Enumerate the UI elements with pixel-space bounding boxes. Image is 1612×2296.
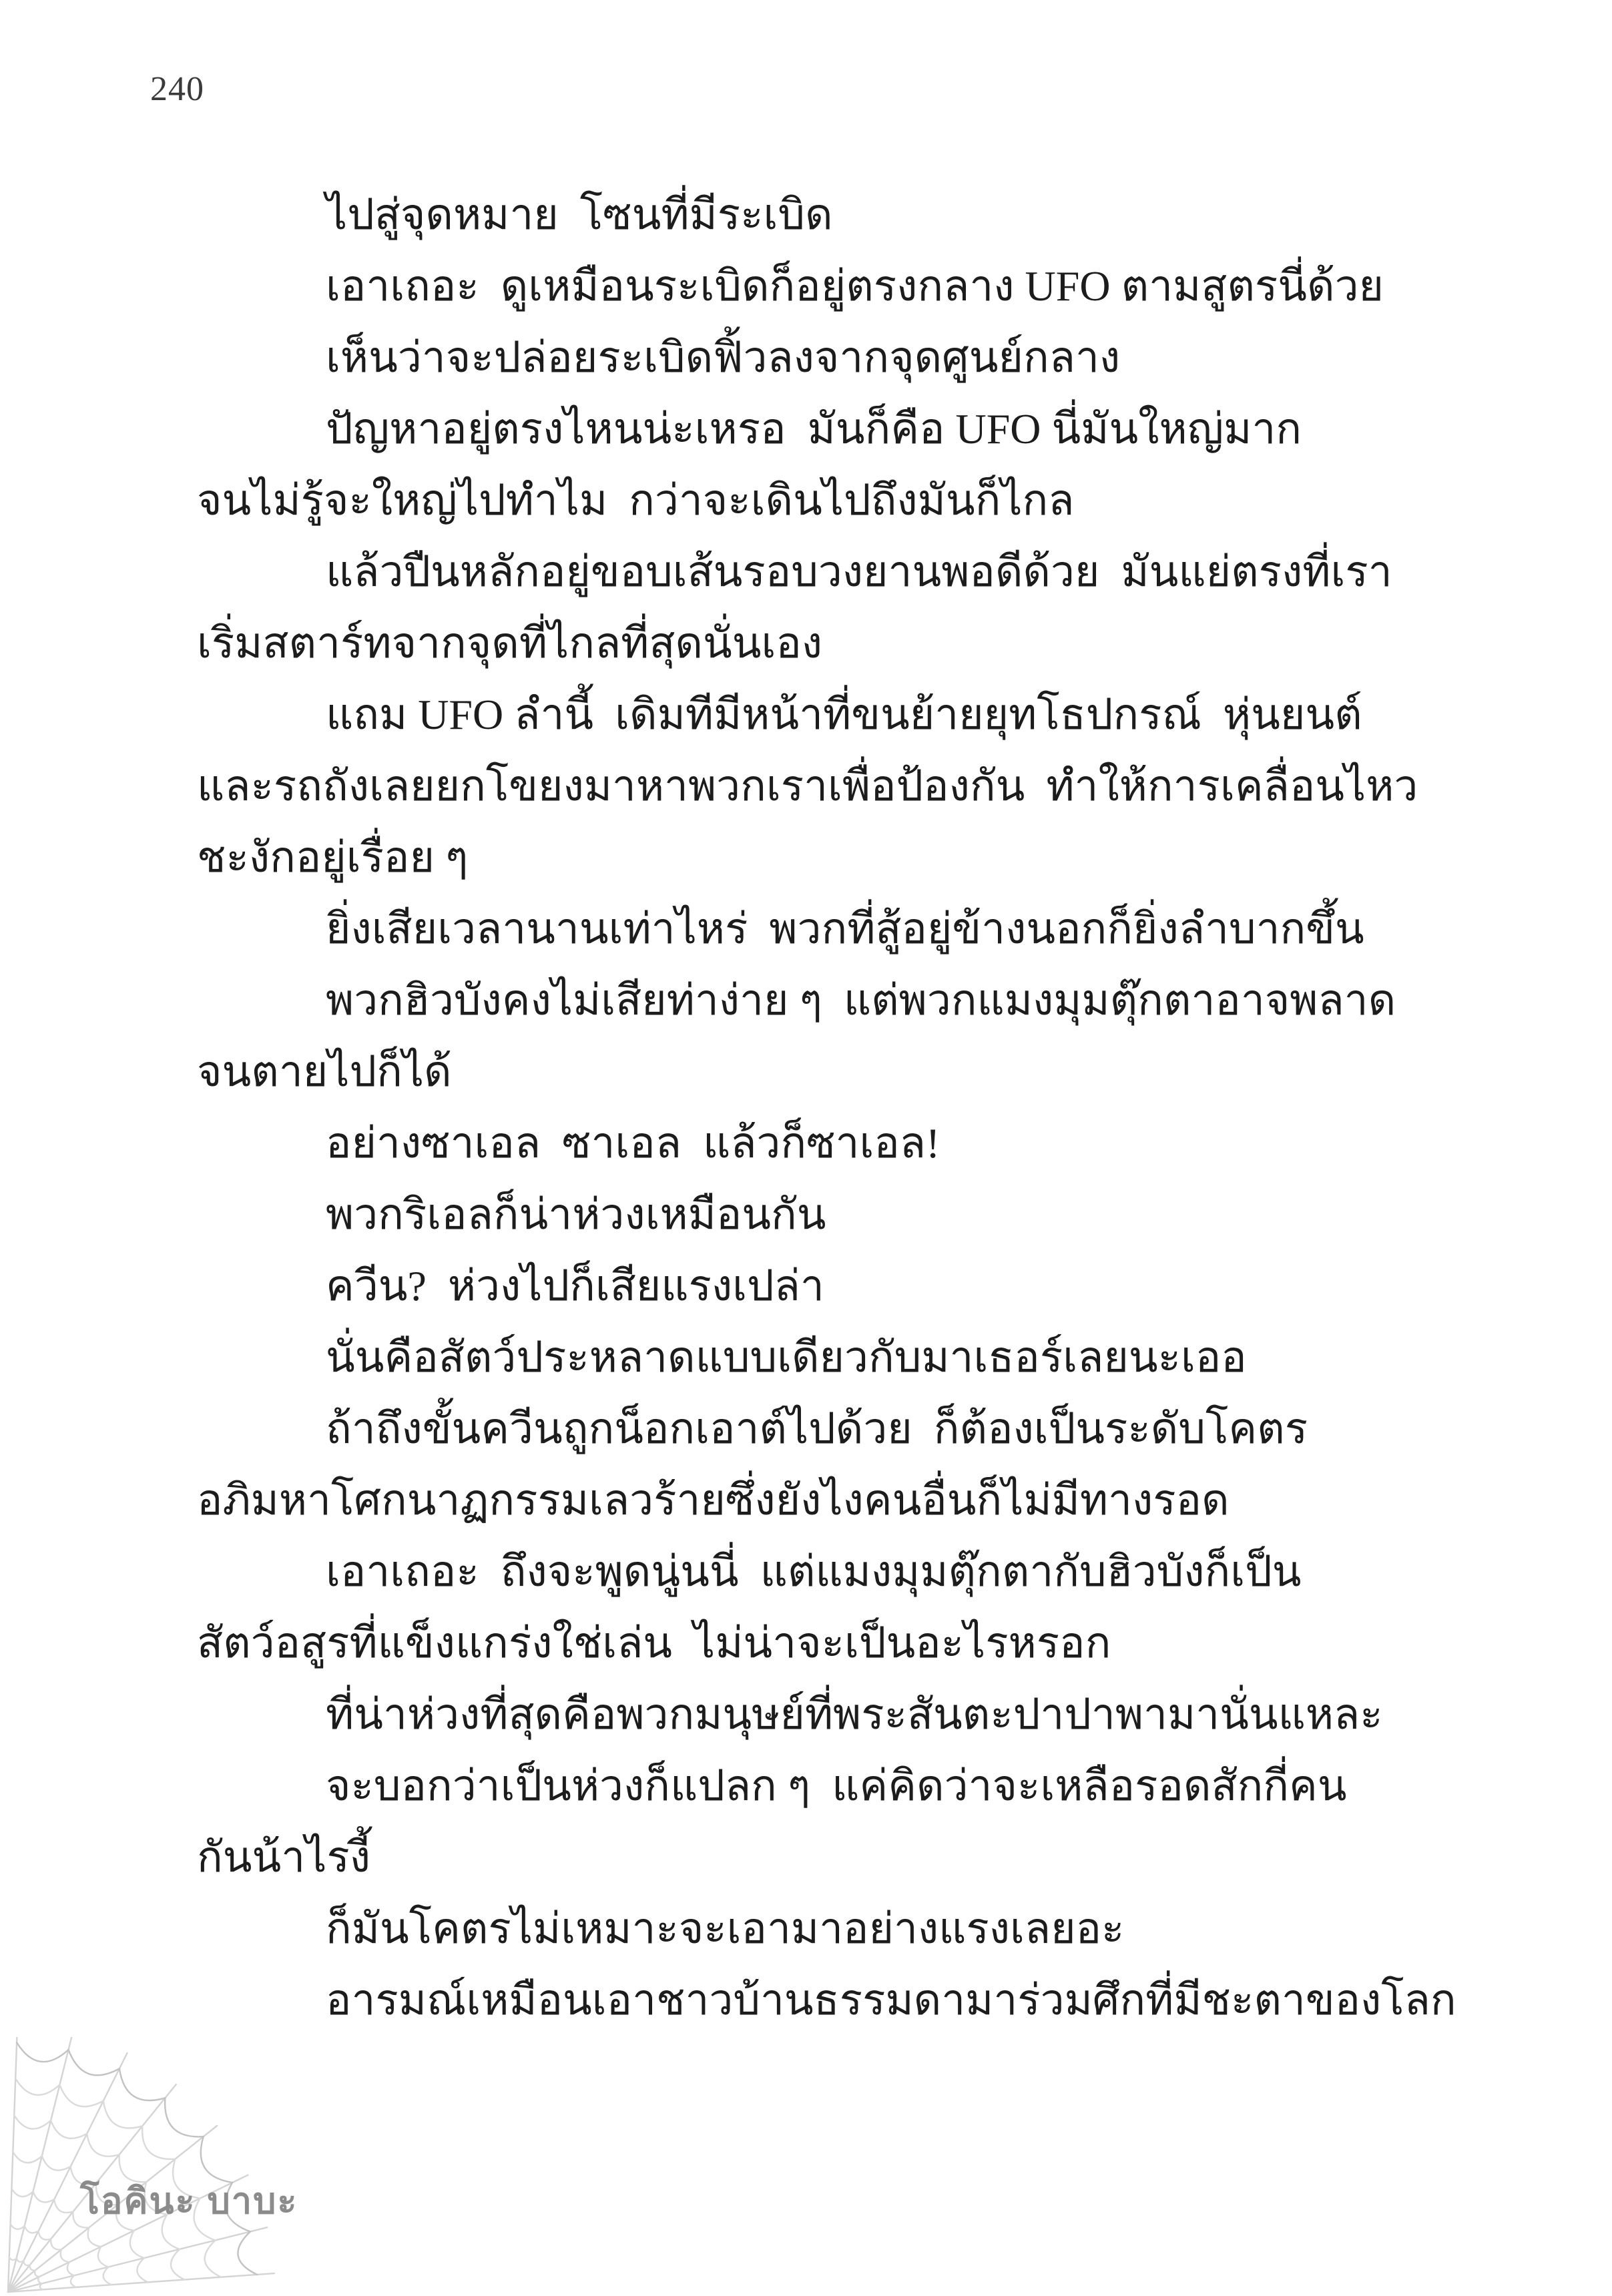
- text-line: อภิมหาโศกนาฏกรรมเลวร้ายซึ่งยังไงคนอื่นก็ไม่มีทางรอด: [197, 1476, 1230, 1524]
- text-line: กันน้าไรงี้: [197, 1833, 370, 1881]
- text-line: เอาเถอะ ดูเหมือนระเบิดก็อยู่ตรงกลาง UFO ตามสูตรนี่ด้วย: [326, 262, 1384, 310]
- text-line: จนไม่รู้จะใหญ่ไปทำไม กว่าจะเดินไปถึงมันก็ไกล: [197, 477, 1075, 524]
- text-line: ยิ่งเสียเวลานานเท่าไหร่ พวกที่สู้อยู่ข้างนอกก็ยิ่งลำบากขึ้น: [326, 905, 1364, 952]
- text-line: ชะงักอยู่เรื่อย ๆ: [197, 834, 469, 881]
- text-line: ควีน? ห่วงไปก็เสียแรงเปล่า: [326, 1262, 824, 1310]
- page-number: 240: [150, 70, 204, 108]
- text-line: ก็มันโคตรไม่เหมาะจะเอามาอย่างแรงเลยอะ: [326, 1905, 1125, 1952]
- text-line: อย่างซาเอล ซาเอล แล้วก็ซาเอล!: [326, 1119, 941, 1167]
- text-line: แถม UFO ลำนี้ เดิมทีมีหน้าที่ขนย้ายยุทโธปกรณ์ หุ่นยนต์: [326, 691, 1362, 738]
- body-text: [197, 179, 1456, 2036]
- text-line: แล้วปืนหลักอยู่ขอบเส้นรอบวงยานพอดีด้วย มันแย่ตรงที่เรา: [326, 548, 1392, 595]
- text-line: เห็นว่าจะปล่อยระเบิดฟิ้วลงจากจุดศูนย์กลาง: [326, 334, 1121, 381]
- text-line: และรถถังเลยยกโขยงมาหาพวกเราเพื่อป้องกัน ทำให้การเคลื่อนไหว: [197, 762, 1418, 810]
- spider-web-icon: [0, 2037, 294, 2296]
- text-line: จะบอกว่าเป็นห่วงก็แปลก ๆ แค่คิดว่าจะเหลือรอดสักกี่คน: [326, 1762, 1347, 1809]
- text-line: จนตายไปก็ได้: [197, 1048, 452, 1095]
- text-line: ถ้าถึงขั้นควีนถูกน็อกเอาต์ไปด้วย ก็ต้องเป็นระดับโคตร: [326, 1405, 1308, 1452]
- author-watermark: โอคินะ บาบะ: [80, 2181, 298, 2221]
- text-line: นั่นคือสัตว์ประหลาดแบบเดียวกับมาเธอร์เลยนะเออ: [326, 1334, 1247, 1381]
- spider-web-graphic: [0, 2037, 294, 2296]
- text-line: เอาเถอะ ถึงจะพูดนู่นนี่ แต่แมงมุมตุ๊กตากับฮิวบังก็เป็น: [326, 1548, 1302, 1595]
- text-line: อารมณ์เหมือนเอาชาวบ้านธรรมดามาร่วมศึกที่มีชะตาของโลก: [326, 1976, 1456, 2024]
- text-line: พวกฮิวบังคงไม่เสียท่าง่าย ๆ แต่พวกแมงมุมตุ๊กตาอาจพลาด: [326, 976, 1396, 1024]
- text-line: ไปสู่จุดหมาย โซนที่มีระเบิด: [326, 191, 833, 238]
- text-line: ที่น่าห่วงที่สุดคือพวกมนุษย์ที่พระสันตะปาปาพามานั่นแหละ: [326, 1691, 1383, 1738]
- text-line: เริ่มสตาร์ทจากจุดที่ไกลที่สุดนั่นเอง: [197, 619, 823, 667]
- text-line: สัตว์อสูรที่แข็งแกร่งใช่เล่น ไม่น่าจะเป็นอะไรหรอก: [197, 1619, 1111, 1667]
- text-line: พวกริเอลก็น่าห่วงเหมือนกัน: [326, 1191, 826, 1238]
- text-line: ปัญหาอยู่ตรงไหนน่ะเหรอ มันก็คือ UFO นี่มันใหญ่มาก: [326, 405, 1302, 453]
